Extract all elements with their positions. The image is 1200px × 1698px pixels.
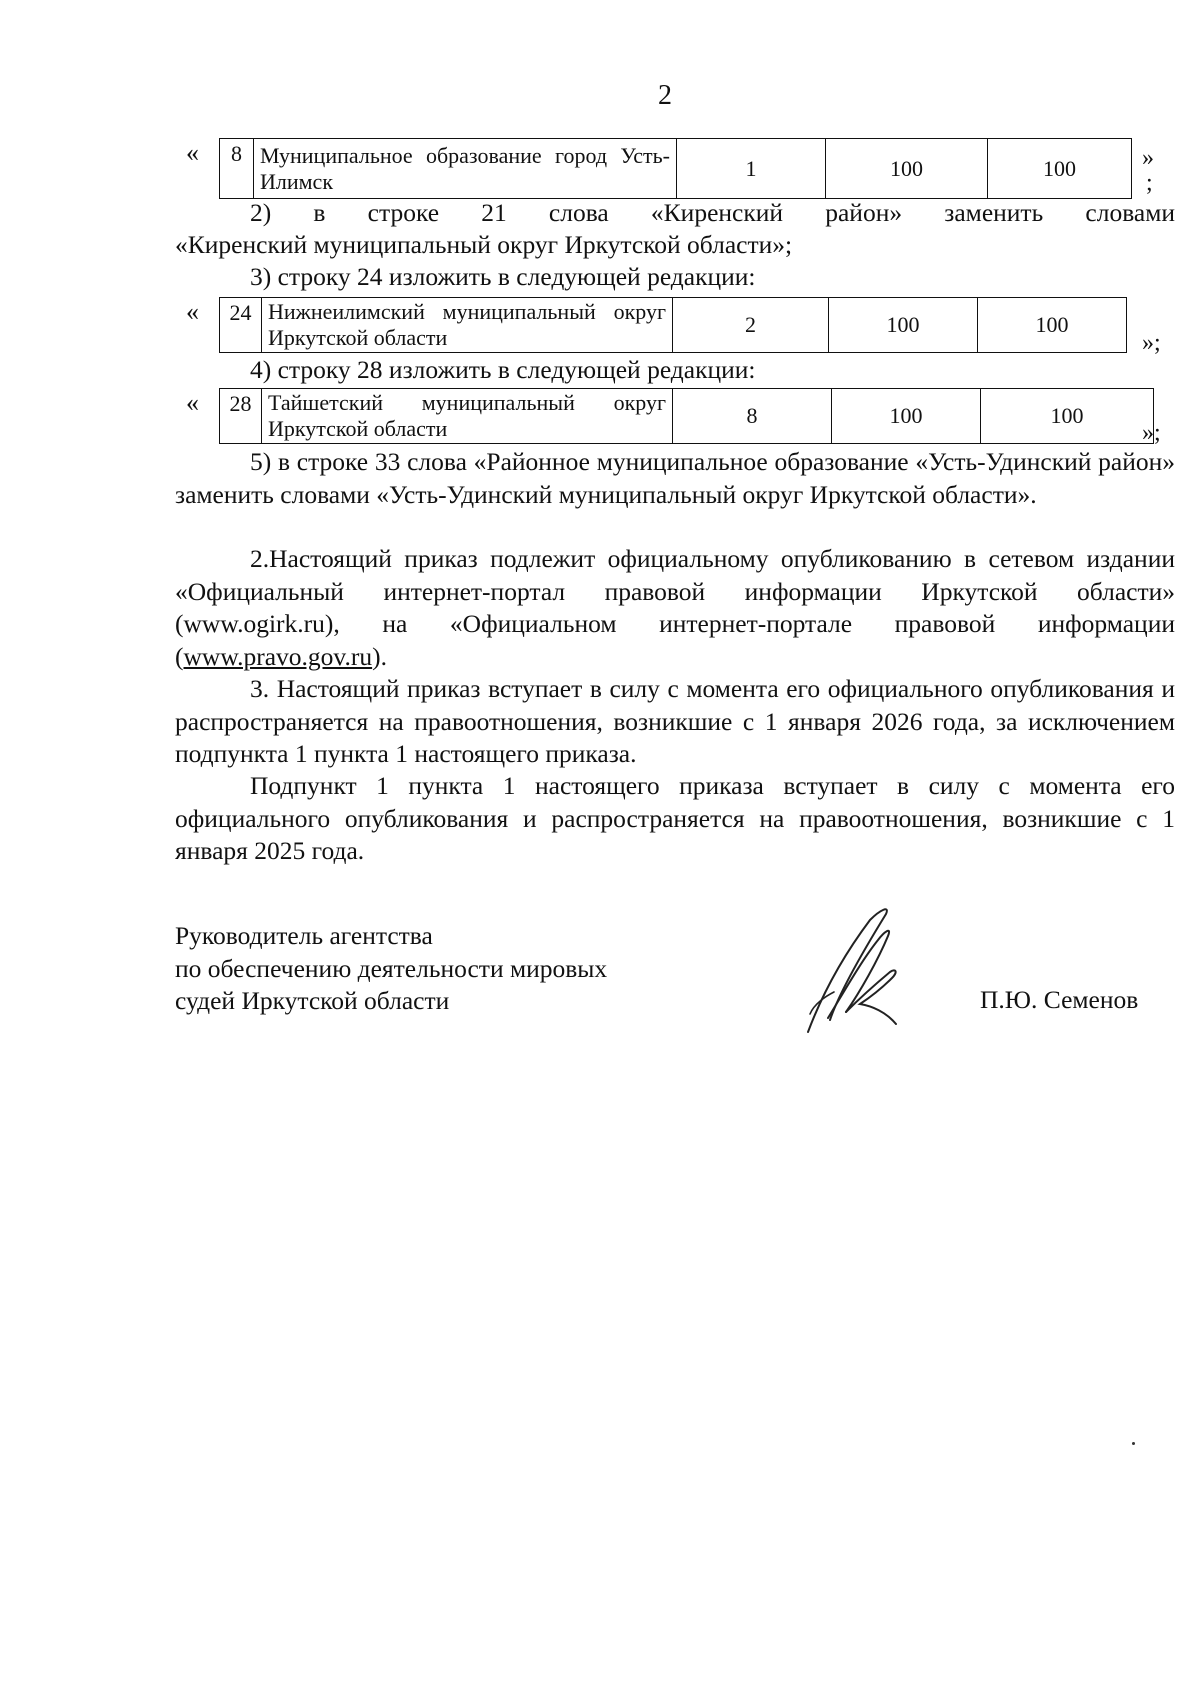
signer-title-line-3: судей Иркутской области [175,986,450,1015]
paragraph-3-text: 3. Настоящий приказ вступает в силу с момента его официального опубликования и распространяется на правоотношения, возникшие с 1 января 2026 года, за исключением подпункта 1 пункта 1 настоящего приказа. [175,674,1175,768]
row-value-3: 100 [981,389,1154,444]
paragraph-3 [175,673,1175,771]
pravo-link[interactable]: www.pravo.gov.ru [183,641,373,671]
row-value-3: 100 [988,139,1132,199]
item-2-line-2: «Киренский муниципальный округ Иркутской области»; [175,230,793,259]
paragraph-2-body [175,543,1175,673]
semicolon: ; [1146,170,1153,196]
table-row [219,388,1154,444]
scan-dot [1132,1442,1135,1445]
item-2-line-1: 2) в строке 21 слова «Киренский район» заменить словами [250,198,1175,227]
item-5-text: 5) в строке 33 слова «Районное муниципальное образование «Усть-Удинский район» заменить словами «Усть-Удинский муниципальный округ Иркутской области». [175,447,1175,509]
quote-close: » [1142,145,1154,171]
row-value-2: 100 [832,389,981,444]
paragraph-2-text: 2.Настоящий приказ подлежит официальному опубликованию в сетевом издании «Официальный интернет-портал правовой информации Иркутской области» (www.ogirk.ru), на «Официальном интернет-портале правовой информации ( [175,544,1175,671]
quote-close: »; [1142,420,1161,446]
page-number: 2 [658,80,672,111]
item-3: 3) строку 24 изложить в следующей редакции: [250,262,756,291]
row-number: 8 [220,139,254,199]
quote-close: »; [1142,330,1161,356]
row-number: 24 [220,298,262,353]
paragraph-4-text: Подпункт 1 пункта 1 настоящего приказа вступает в силу с момента его официального опубликования и распространяется на правоотношения, возникшие с 1 января 2025 года. [175,771,1175,865]
row-value-2: 100 [829,298,978,353]
signer-title-line-2: по обеспечению деятельности мировых [175,953,608,983]
row-name: Муниципальное образование город Усть-Илимск [254,139,677,199]
row-number: 28 [220,389,262,444]
item-4: 4) строку 28 изложить в следующей редакции: [250,355,756,384]
row-value-1: 8 [673,389,832,444]
quote-open: « [186,388,199,417]
row-value-2: 100 [826,139,988,199]
table-row [219,297,1127,353]
paragraph-2-end: ). [372,641,387,671]
row-value-1: 2 [673,298,829,353]
row-value-1: 1 [677,139,826,199]
table-row [219,138,1132,199]
signer-name: П.Ю. Семенов [980,985,1139,1014]
signature-block [175,920,607,1018]
item-5 [175,446,1175,511]
paragraph-2 [175,543,1175,673]
quote-open: « [186,138,199,167]
row-name: Тайшетский муниципальный округ Иркутской области [262,389,673,444]
signer-title-line-1: Руководитель агентства [175,921,433,950]
row-value-3: 100 [978,298,1127,353]
row-name: Нижнеилимский муниципальный округ Иркутской области [262,298,673,353]
quote-open: « [186,297,199,326]
handwritten-signature [800,900,930,1040]
paragraph-4 [175,770,1175,868]
